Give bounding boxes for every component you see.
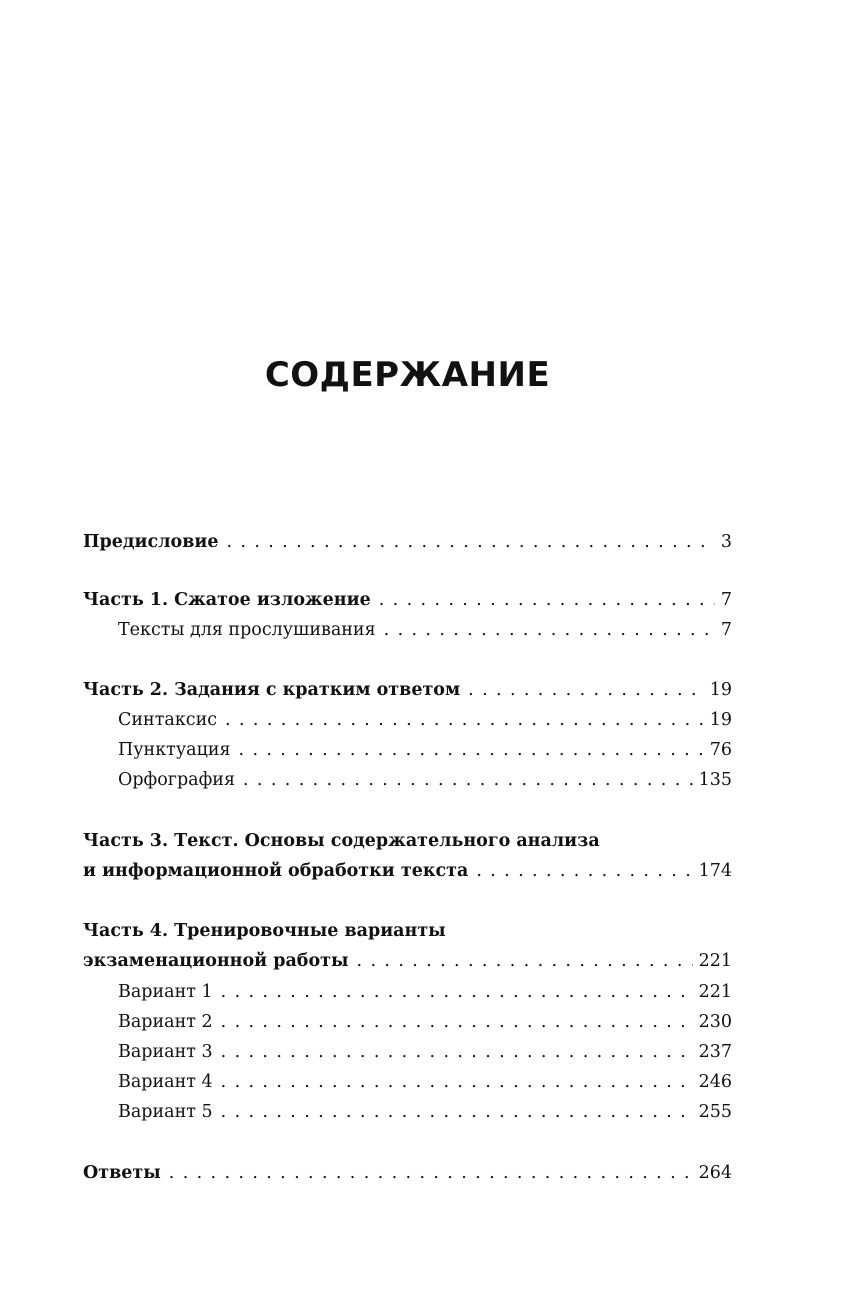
toc-entry-label: Вариант 5 xyxy=(118,1102,213,1122)
toc-entry-variant-4[interactable] xyxy=(83,1069,732,1095)
toc-entry-label: Часть 3. Текст. Основы содержательного анализа xyxy=(83,831,600,851)
toc-entry-part4[interactable] xyxy=(83,948,732,974)
toc-entry-label: Вариант 3 xyxy=(118,1042,213,1062)
dot-leader xyxy=(468,677,704,703)
toc-entry-preface[interactable] xyxy=(83,529,732,555)
toc-entry-part3[interactable] xyxy=(83,858,732,884)
toc-entry-variant-1[interactable] xyxy=(83,979,732,1005)
dot-leader xyxy=(221,979,693,1005)
toc-entry-label: и информационной обработки текста xyxy=(83,861,469,881)
page-title: СОДЕРЖАНИЕ xyxy=(264,355,551,395)
toc-page-number: 19 xyxy=(709,710,732,730)
toc-entry-texts-for-listening[interactable] xyxy=(83,617,732,643)
dot-leader xyxy=(169,1160,693,1186)
dot-leader xyxy=(243,767,693,793)
toc-page-number: 7 xyxy=(720,620,732,640)
toc-entry-label: Пунктуация xyxy=(118,740,231,760)
toc-page-number: 7 xyxy=(720,590,732,610)
toc-page-number: 255 xyxy=(698,1102,732,1122)
toc-page-number: 174 xyxy=(698,861,732,881)
toc-entry-part4-heading xyxy=(83,918,732,944)
toc-page-number: 135 xyxy=(698,770,732,790)
toc-entry-label: Синтаксис xyxy=(118,710,218,730)
toc-entry-label: Часть 1. Сжатое изложение xyxy=(83,590,371,610)
dot-leader xyxy=(476,858,692,884)
toc-entry-label: Вариант 2 xyxy=(118,1012,213,1032)
toc-page-number: 264 xyxy=(698,1163,732,1183)
toc-page-number: 237 xyxy=(698,1042,732,1062)
dot-leader xyxy=(239,737,704,763)
toc-page-number: 246 xyxy=(698,1072,732,1092)
toc-entry-syntax[interactable] xyxy=(83,707,732,733)
toc-page-number: 221 xyxy=(698,982,732,1002)
dot-leader xyxy=(221,1069,693,1095)
toc-entry-label: экзаменационной работы xyxy=(83,951,349,971)
toc-page-number: 3 xyxy=(720,532,732,552)
toc-entry-answers[interactable] xyxy=(83,1160,732,1186)
toc-entry-label: Предисловие xyxy=(83,532,219,552)
toc-entry-part1[interactable] xyxy=(83,587,732,613)
toc-entry-label: Вариант 1 xyxy=(118,982,213,1002)
toc-entry-variant-2[interactable] xyxy=(83,1009,732,1035)
toc-entry-label: Вариант 4 xyxy=(118,1072,213,1092)
toc-entry-part3-heading xyxy=(83,828,732,854)
toc-entry-label: Часть 2. Задания с кратким ответом xyxy=(83,680,461,700)
toc-page-number: 230 xyxy=(698,1012,732,1032)
dot-leader xyxy=(357,948,693,974)
toc-entry-label: Часть 4. Тренировочные варианты xyxy=(83,921,446,941)
toc-entry-label: Орфография xyxy=(118,770,235,790)
toc-page-number: 76 xyxy=(709,740,732,760)
toc-entry-label: Ответы xyxy=(83,1163,161,1183)
toc-entry-variant-5[interactable] xyxy=(83,1099,732,1125)
toc-entry-part2[interactable] xyxy=(83,677,732,703)
toc-entry-variant-3[interactable] xyxy=(83,1039,732,1065)
toc-entry-punctuation[interactable] xyxy=(83,737,732,763)
dot-leader xyxy=(221,1009,693,1035)
dot-leader xyxy=(221,1039,693,1065)
dot-leader xyxy=(226,529,714,555)
dot-leader xyxy=(225,707,704,733)
toc-entry-label: Тексты для прослушивания xyxy=(118,620,376,640)
toc-page-number: 19 xyxy=(709,680,732,700)
dot-leader xyxy=(384,617,715,643)
dot-leader xyxy=(221,1099,693,1125)
dot-leader xyxy=(379,587,715,613)
toc-page-number: 221 xyxy=(698,951,732,971)
toc-entry-orthography[interactable] xyxy=(83,767,732,793)
